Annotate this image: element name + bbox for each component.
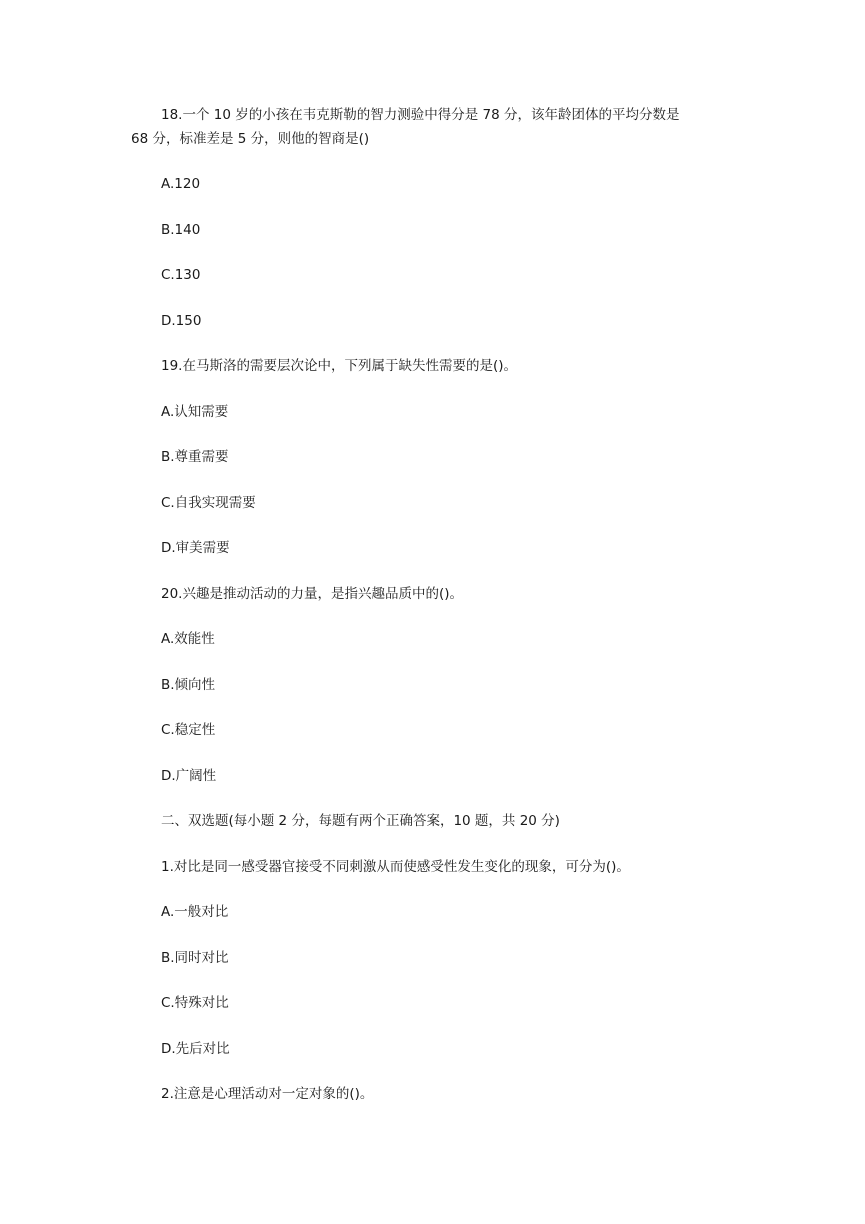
question-20-option-c: C.稳定性 [161, 722, 216, 738]
section-2-question-1-option-a: A.一般对比 [161, 904, 229, 920]
section-2-question-1-option-c: C.特殊对比 [161, 995, 229, 1011]
question-20-option-a: A.效能性 [161, 631, 215, 647]
question-19-stem: 19.在马斯洛的需要层次论中，下列属于缺失性需要的是()。 [161, 358, 518, 374]
question-18-stem-line2: 68 分，标准差是 5 分，则他的智商是() [131, 131, 370, 147]
question-19-option-b: B.尊重需要 [161, 449, 229, 465]
question-18-option-c: C.130 [161, 267, 201, 283]
question-18-stem-line1: 18.一个 10 岁的小孩在韦克斯勒的智力测验中得分是 78 分，该年龄团体的平均分数是 [161, 107, 680, 123]
section-2-heading: 二、双选题(每小题 2 分，每题有两个正确答案，10 题，共 20 分) [161, 813, 560, 829]
question-20-option-b: B.倾向性 [161, 677, 216, 693]
question-20-option-d: D.广阔性 [161, 768, 217, 784]
section-2-question-1-option-b: B.同时对比 [161, 950, 229, 966]
question-19-option-d: D.审美需要 [161, 540, 230, 556]
question-19-option-c: C.自我实现需要 [161, 495, 256, 511]
section-2-question-2-stem: 2.注意是心理活动对一定对象的()。 [161, 1086, 374, 1102]
question-18-option-d: D.150 [161, 313, 202, 329]
section-2-question-1-stem: 1.对比是同一感受器官接受不同刺激从而使感受性发生变化的现象，可分为()。 [161, 859, 630, 875]
question-20-stem: 20.兴趣是推动活动的力量，是指兴趣品质中的()。 [161, 586, 464, 602]
question-18-option-b: B.140 [161, 222, 201, 238]
section-2-question-1-option-d: D.先后对比 [161, 1041, 230, 1057]
question-19-option-a: A.认知需要 [161, 404, 229, 420]
question-18-option-a: A.120 [161, 176, 201, 192]
